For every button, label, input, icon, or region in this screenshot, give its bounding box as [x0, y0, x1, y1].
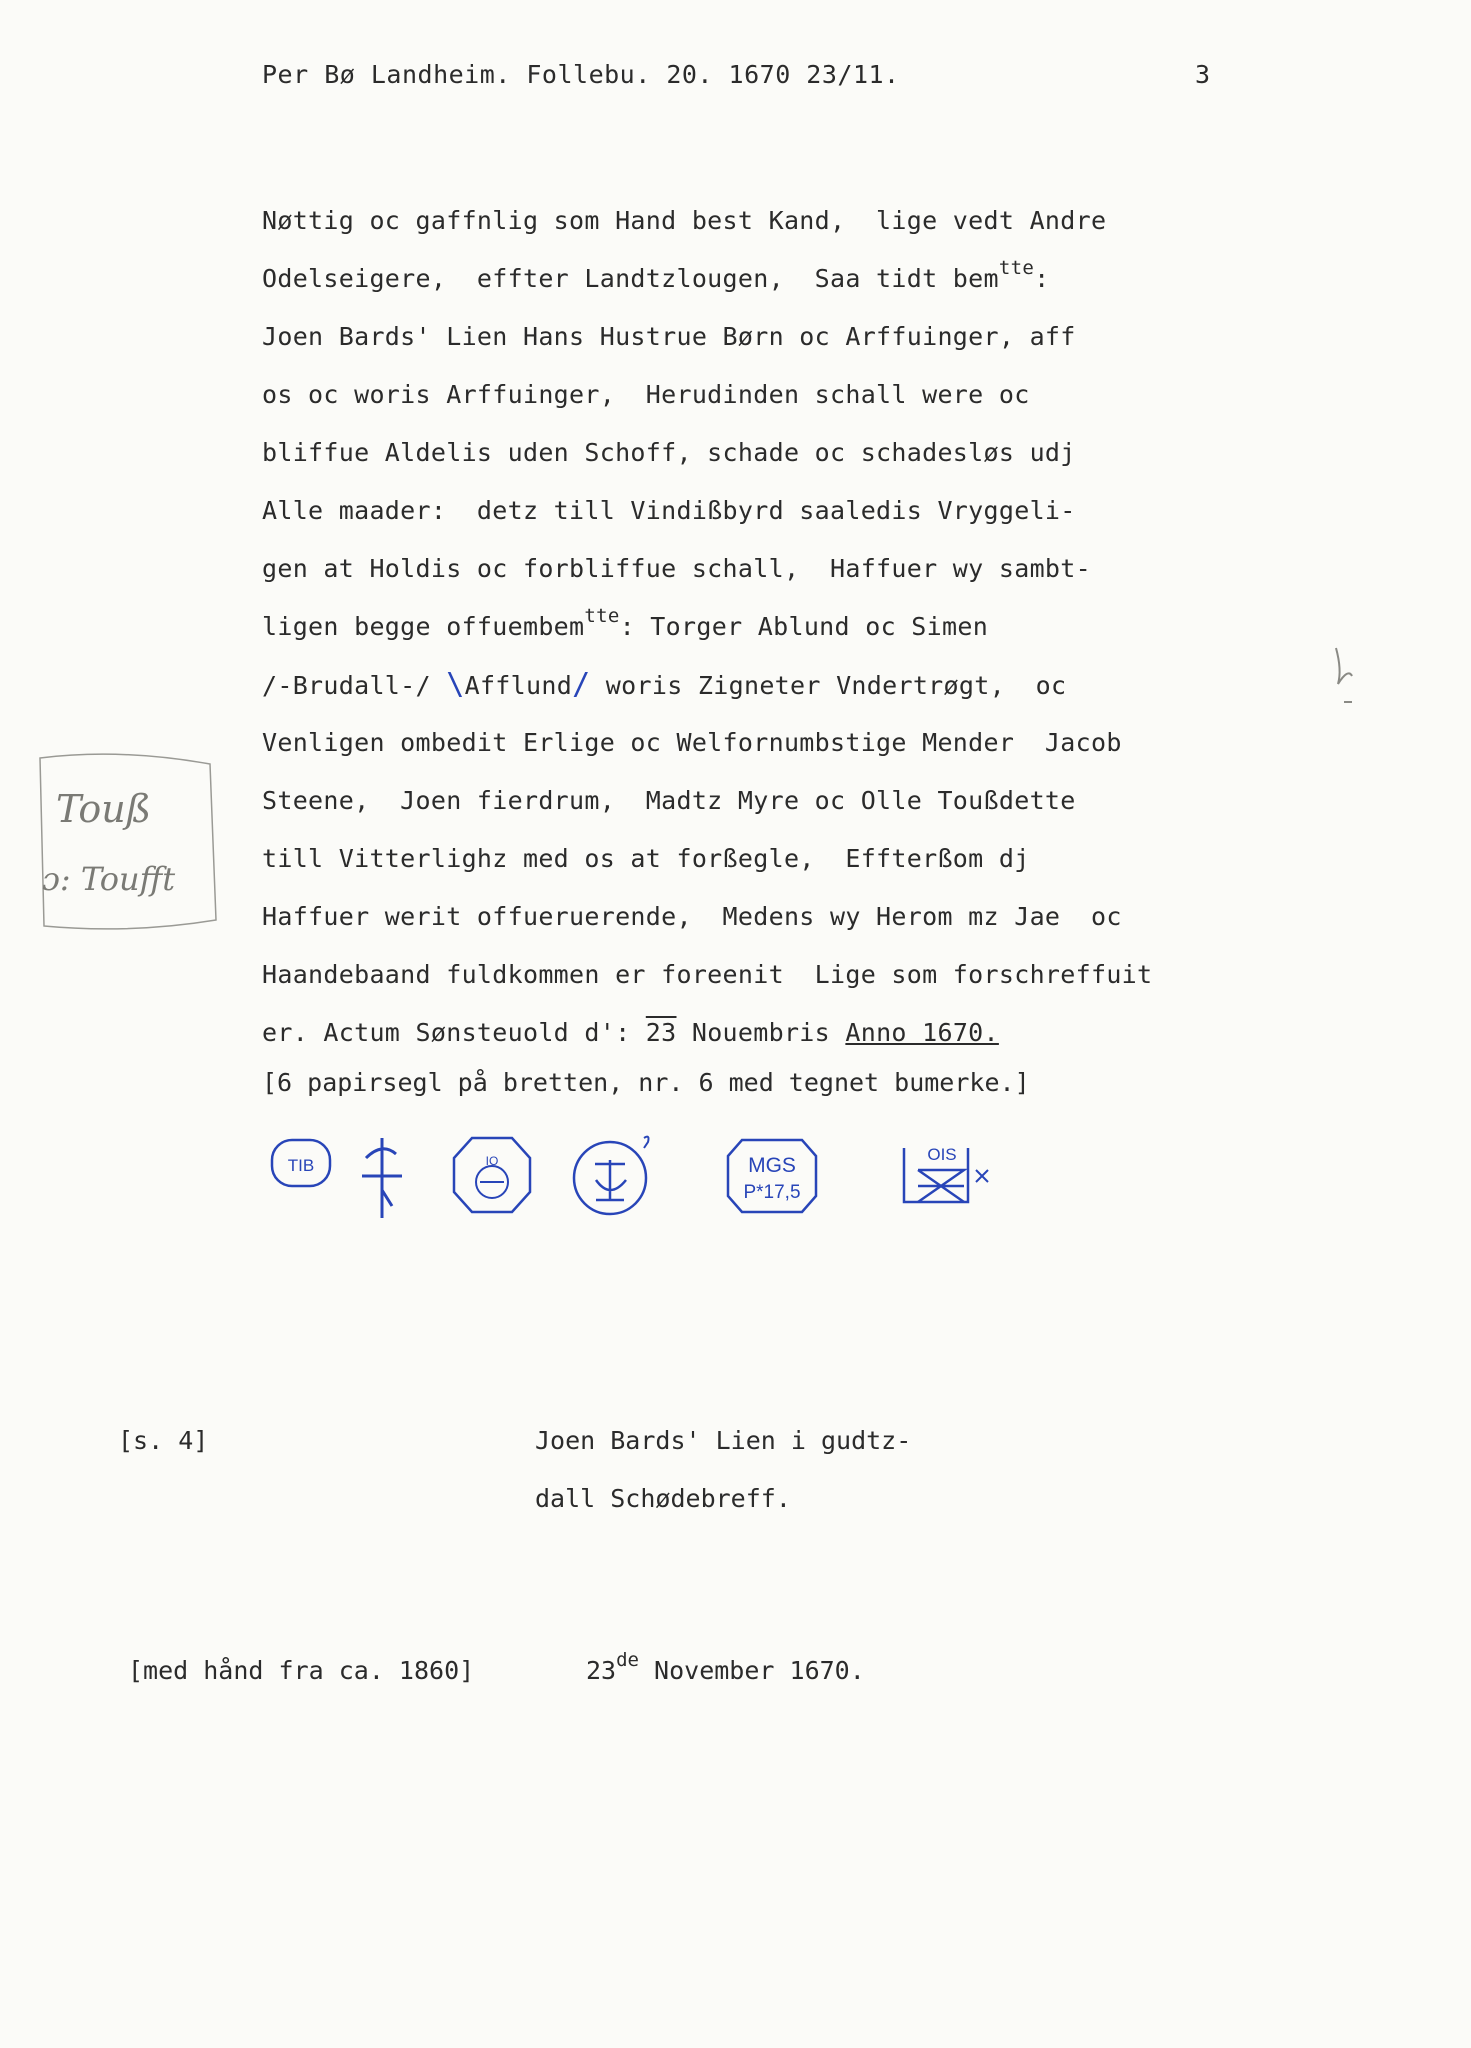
seal-6-letters: OIS — [927, 1145, 957, 1164]
text-line: Alle maader: detz till Vindißbyrd saaledis Vryggeli- — [262, 496, 1076, 525]
insertion-mark-open: \ — [446, 667, 465, 702]
text-line: Haandebaand fuldkommen er foreenit Lige som forschreffuit — [262, 960, 1153, 989]
margin-note-line1: Touß — [56, 787, 152, 831]
pencil-box-icon — [30, 750, 230, 940]
text-line: Steene, Joen fierdrum, Madtz Myre oc Olle Toußdette — [262, 786, 1076, 815]
seal-2-icon — [352, 1130, 412, 1230]
insertion-mark-close: / — [572, 667, 591, 702]
struck-text: /-Brudall-/ — [262, 671, 431, 700]
date-rest: November 1670. — [639, 1656, 865, 1685]
footer-note: [med hånd fra ca. 1860] — [128, 1656, 475, 1685]
pencil-margin-mark-icon — [1328, 640, 1368, 720]
inserted-text: Afflund — [464, 671, 573, 700]
seal-4-icon — [570, 1130, 655, 1225]
text-line: Nøttig oc gaffnlig som Hand best Kand, lige vedt Andre — [262, 206, 1107, 235]
date-day: 23 — [586, 1656, 617, 1685]
text-line: Joen Bards' Lien Hans Hustrue Børn oc Arffuinger, aff — [262, 322, 1076, 351]
underlined-year: Anno 1670. — [845, 1018, 999, 1047]
seal-6-icon — [898, 1130, 998, 1220]
seal-note: [6 papirsegl på bretten, nr. 6 med tegnet bumerke.] — [262, 1068, 1030, 1097]
text-fragment: : Torger Ablund oc Simen — [619, 612, 989, 641]
seal-3-icon — [450, 1130, 535, 1220]
superscript: tte — [584, 604, 620, 627]
transcription-body — [262, 200, 1152, 1070]
superscript: tte — [998, 256, 1035, 279]
overlined-date: 23 — [645, 1018, 677, 1047]
endorsement-line: Joen Bards' Lien i gudtz- — [535, 1426, 912, 1455]
text-line — [262, 1012, 1152, 1070]
seal-1-icon — [266, 1130, 336, 1200]
text-line: os oc woris Arffuinger, Herudinden schall were oc — [262, 380, 1030, 409]
seal-3-letters: IO — [485, 1154, 499, 1168]
text-fragment: Odelseigere, effter Landtzlougen, Saa tidt bem — [262, 264, 999, 293]
text-line — [262, 664, 1152, 722]
seal-5-letters-bottom: P*17,5 — [743, 1182, 801, 1203]
seal-drawings — [262, 1130, 1022, 1250]
footer-date — [586, 1648, 865, 1685]
text-line: bliffue Aldelis uden Schoff, schade oc schadesløs udj — [262, 438, 1076, 467]
text-line: Haffuer werit offueruerende, Medens wy Herom mz Jae oc — [262, 902, 1122, 931]
seal-1-letters: TIB — [287, 1156, 315, 1175]
seal-5-icon — [722, 1130, 822, 1220]
text-line: gen at Holdis oc forbliffue schall, Haffuer wy sambt- — [262, 554, 1091, 583]
page-header: Per Bø Landheim. Follebu. 20. 1670 23/11. — [262, 60, 900, 89]
endorsement-ref: [s. 4] — [118, 1426, 209, 1455]
seal-5-letters-top: MGS — [748, 1154, 796, 1177]
text-line — [262, 606, 1152, 664]
text-fragment: woris Zigneter Vndertrøgt, oc — [590, 671, 1067, 700]
page-number: 3 — [1195, 60, 1211, 89]
text-fragment: : — [1034, 264, 1050, 293]
margin-note-line2: ɔ: Toufft — [42, 860, 176, 898]
text-fragment: Nouembris — [676, 1018, 846, 1047]
endorsement-line: dall Schødebreff. — [535, 1484, 791, 1513]
margin-pencil-note — [30, 750, 230, 940]
text-line: till Vitterlighz med os at forßegle, Effterßom dj — [262, 844, 1030, 873]
text-line — [262, 258, 1152, 316]
text-fragment: er. Actum Sønsteuold d': — [262, 1018, 646, 1047]
text-line: Venligen ombedit Erlige oc Welfornumbstige Mender Jacob — [262, 728, 1122, 757]
date-superscript: de — [616, 1648, 639, 1671]
text-fragment: ligen begge offuembem — [262, 612, 585, 641]
